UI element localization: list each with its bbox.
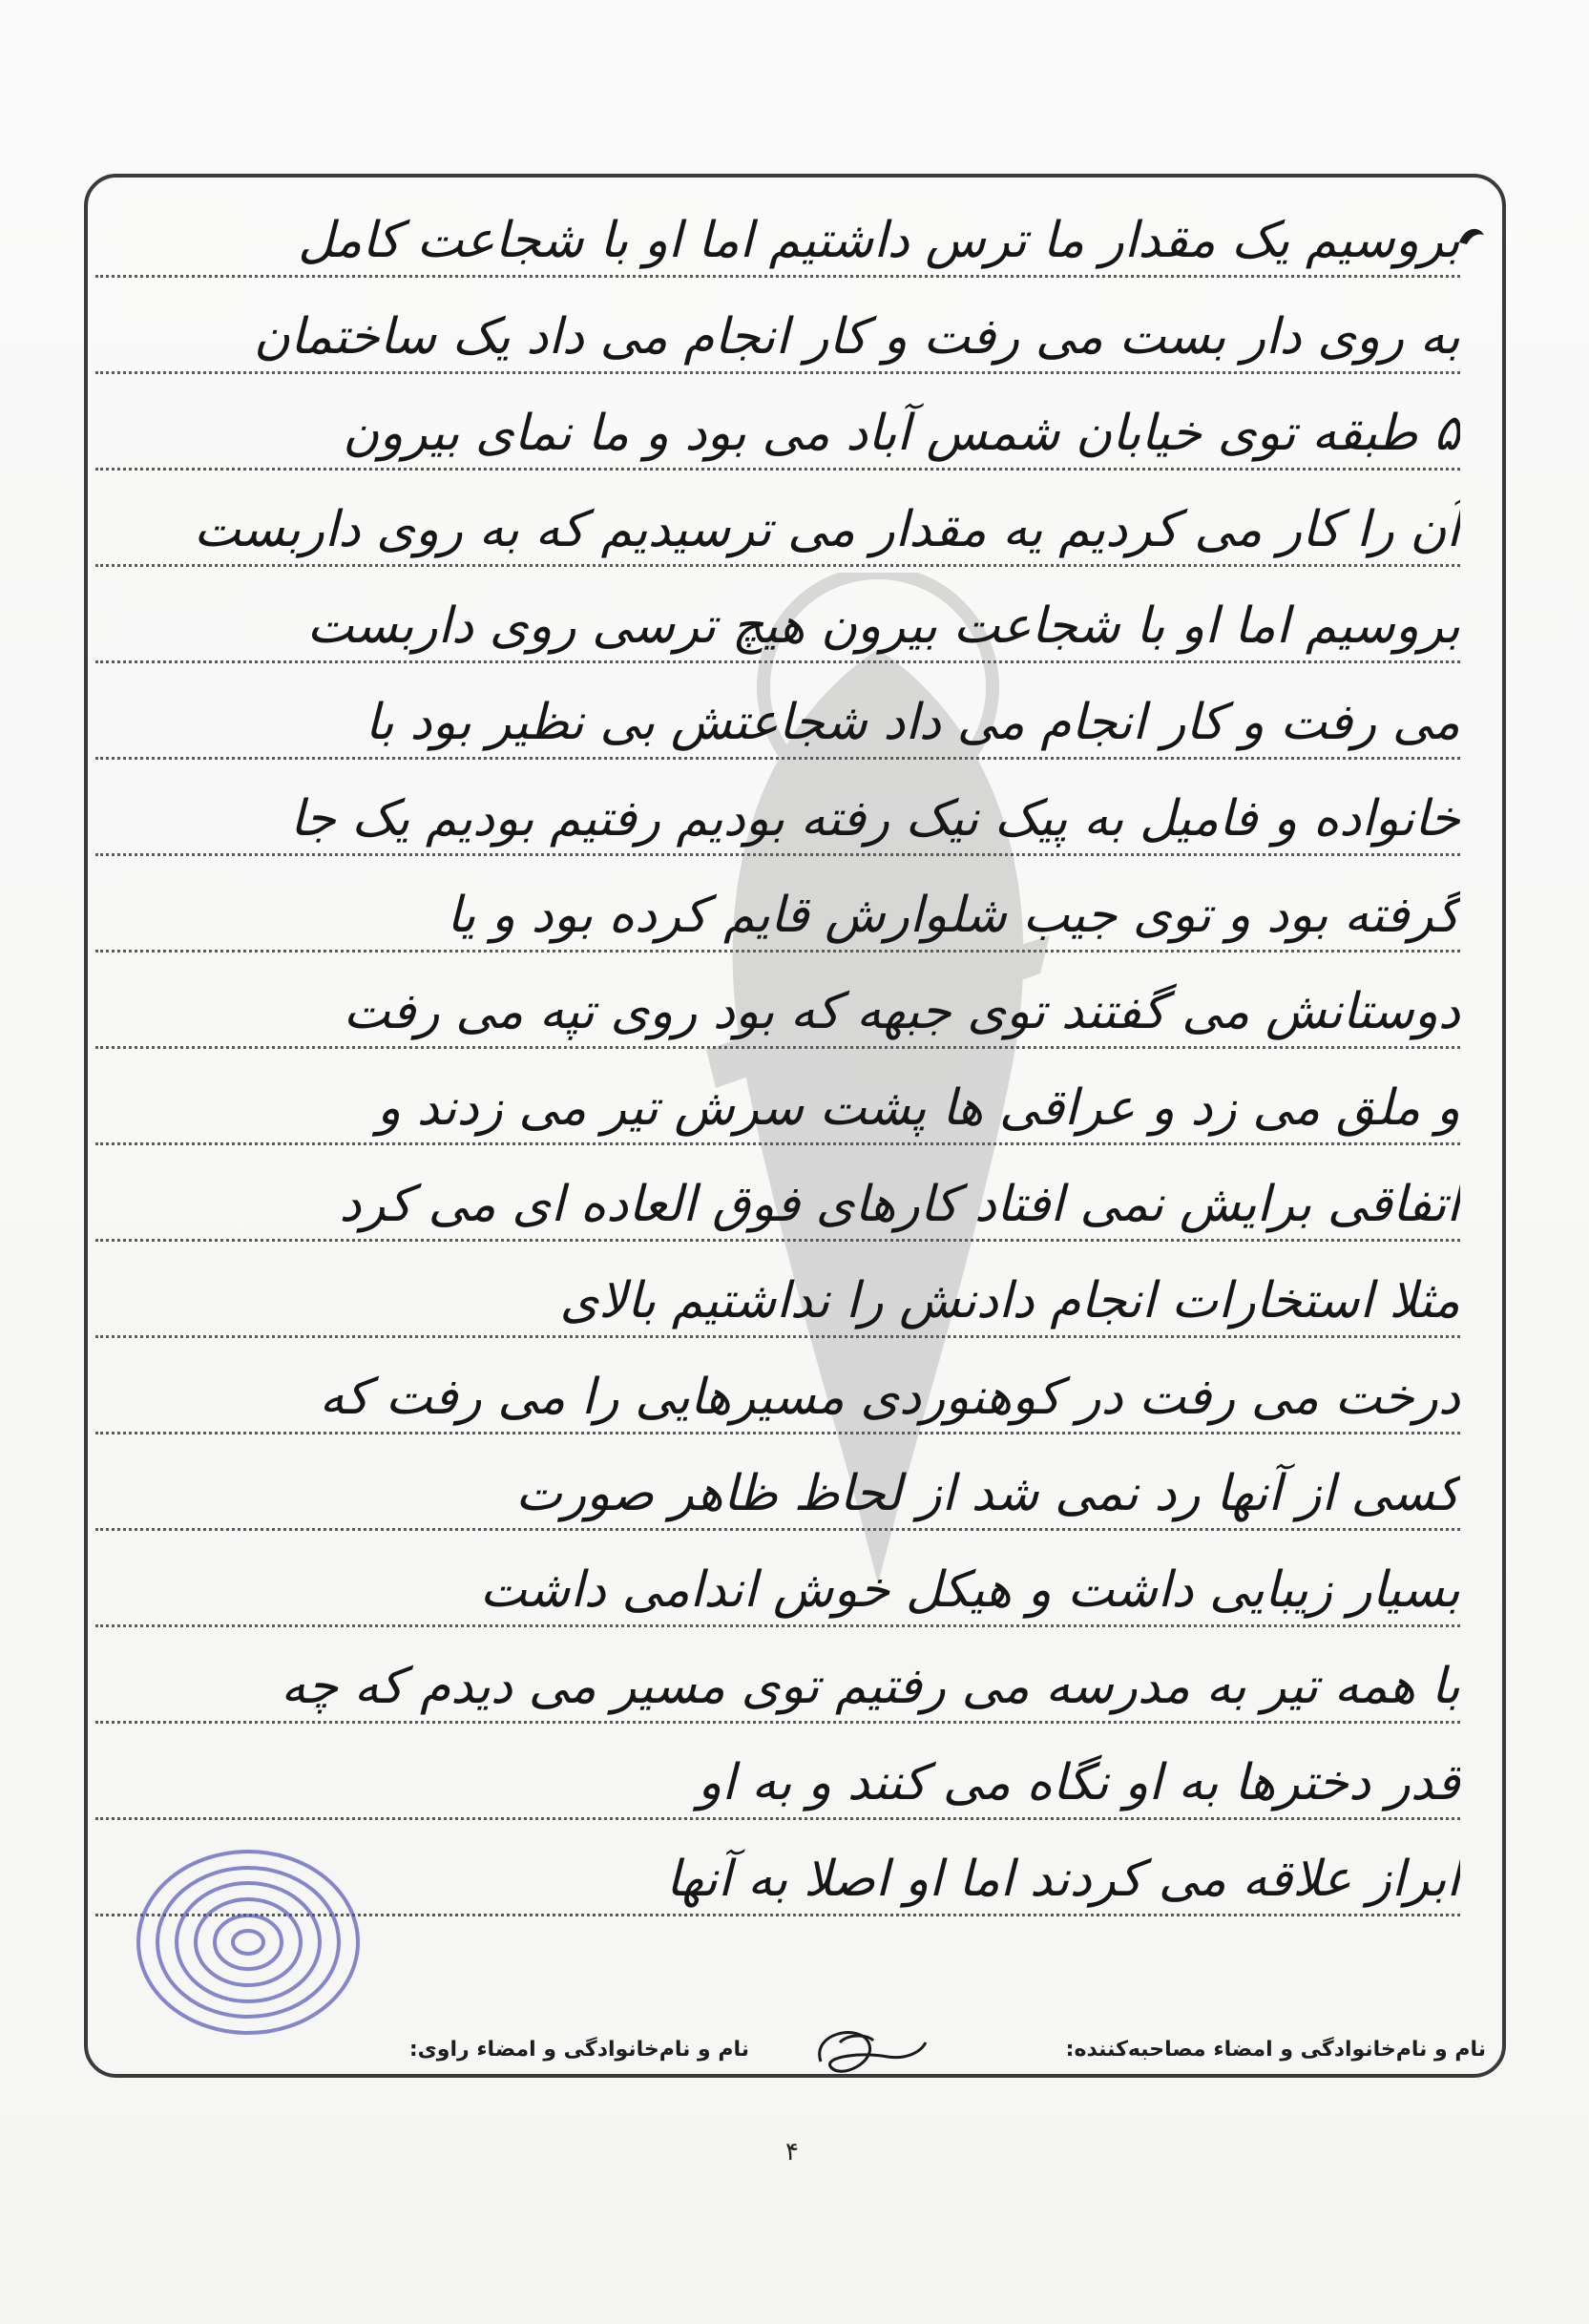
narrator-label: نام و نام‌خانوادگی و امضاء راوی: (408, 2038, 749, 2062)
ruled-line (95, 1817, 1460, 1820)
ruled-line (95, 1335, 1460, 1338)
handwritten-line: بسیار زیبایی داشت و هیکل خوش اندامی داشت (479, 1561, 1460, 1619)
interviewer-label: نام و نام‌خانوادگی و امضاء مصاحبه‌کننده: (1065, 2038, 1486, 2062)
fingerprint-icon (124, 1832, 372, 2052)
handwritten-line: آن را کار می کردیم یه مقدار می ترسیدیم که به روی داربست (193, 501, 1460, 558)
ruled-line (95, 371, 1460, 374)
ruled-line (95, 757, 1460, 760)
ruled-line (95, 853, 1460, 856)
handwritten-line: قدر دخترها به او نگاه می کنند و به او (698, 1754, 1460, 1811)
ruled-line (95, 1239, 1460, 1242)
handwritten-line: بروسیم اما او با شجاعت بیرون هیچ ترسی روی داربست (306, 597, 1460, 655)
handwritten-line: درخت می رفت در کوهنوردی مسیرهایی را می رفت که (319, 1369, 1460, 1426)
ruled-line (95, 468, 1460, 471)
handwritten-line: کسی از آنها رد نمی شد از لحاظ ظاهر صورت (515, 1465, 1460, 1522)
handwritten-line: مثلا استخارات انجام دادنش را نداشتیم بالای (559, 1272, 1460, 1329)
ruled-line (95, 1432, 1460, 1434)
handwritten-line: با همه تیر به مدرسه می رفتیم توی مسیر می دیدم که چه (281, 1658, 1460, 1715)
handwritten-line: بروسیم یک مقدار ما ترس داشتیم اما او با شجاعت کامل (298, 212, 1460, 269)
handwritten-line: و ملق می زد و عراقی ها پشت سرش تیر می زدند و (377, 1079, 1460, 1137)
ruled-line (95, 1142, 1460, 1145)
handwritten-line: به روی دار بست می رفت و کار انجام می داد یک ساختمان (253, 308, 1460, 366)
ruled-line (95, 1046, 1460, 1049)
ruled-line (95, 660, 1460, 663)
handwritten-line: ابراز علاقه می کردند اما او اصلا به آنها (665, 1851, 1460, 1908)
signature-mark (802, 2014, 935, 2090)
handwritten-line: گرفته بود و توی جیب شلوارش قایم کرده بود و یا (447, 887, 1460, 944)
handwritten-line: اتفاقی برایش نمی افتاد کارهای فوق العاده ای می کرد (339, 1176, 1460, 1233)
handwritten-line: می رفت و کار انجام می داد شجاعتش بی نظیر بود با (365, 694, 1460, 751)
ruled-line (95, 275, 1460, 278)
handwritten-line: خانواده و فامیل به پیک نیک رفته بودیم رفتیم بودیم یک جا (289, 790, 1460, 848)
ruled-line (95, 1528, 1460, 1531)
ruled-line (95, 1721, 1460, 1724)
page-number: ۴ (785, 2138, 799, 2167)
handwritten-line: دوستانش می گفتند توی جبهه که بود روی تپه می رفت (343, 983, 1460, 1040)
ruled-line (95, 564, 1460, 567)
ruled-line (95, 950, 1460, 953)
handwritten-line: ۵ طبقه توی خیابان شمس آباد می بود و ما نمای بیرون (343, 405, 1460, 462)
ruled-line (95, 1624, 1460, 1627)
bullet-icon (1457, 221, 1486, 248)
